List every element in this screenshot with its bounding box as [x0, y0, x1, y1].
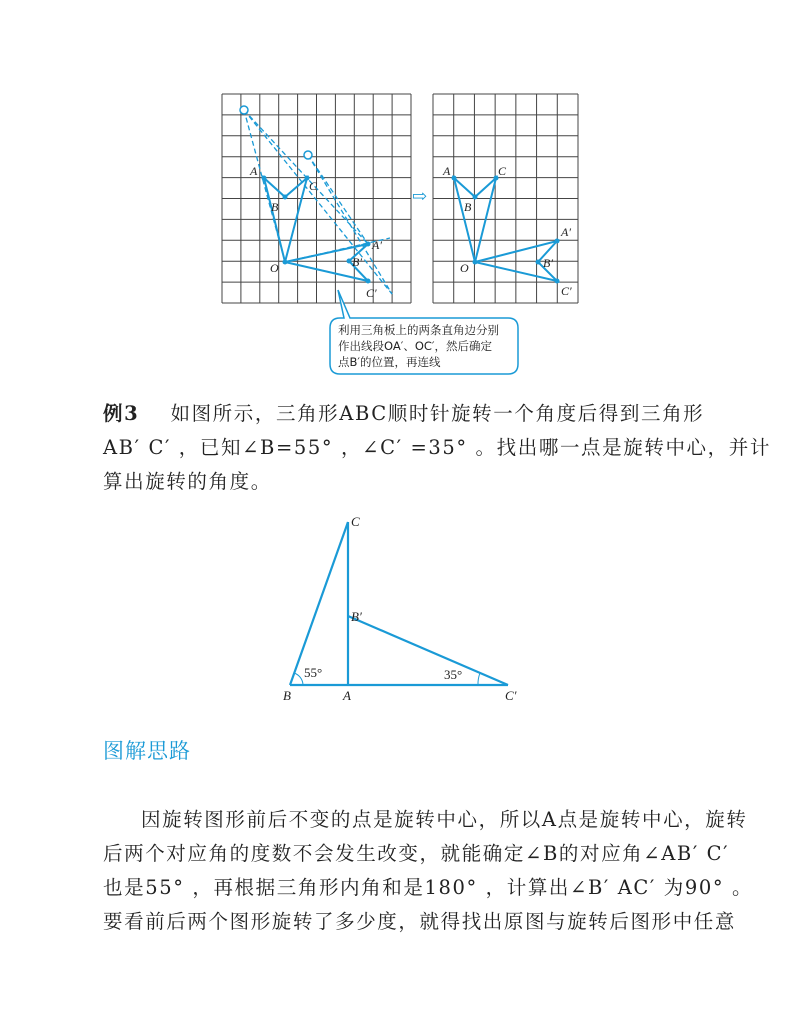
- angle-b-value: 55°: [304, 665, 323, 680]
- callout-line: 作出线段OA′、OC′，然后确定: [338, 339, 493, 353]
- right-grid: [433, 94, 578, 303]
- point-c-prime: [555, 279, 560, 284]
- callout-line: 利用三角板上的两条直角边分别: [338, 323, 499, 337]
- explanation-line: 也是55° ，再根据三角形内角和是180° ，计算出∠B′ AC′ 为90° 。: [103, 876, 754, 899]
- label-c: C: [498, 164, 507, 178]
- label-b-prime: B′: [352, 255, 362, 269]
- triangle-ruler-vertex: [304, 151, 312, 159]
- point-b: [283, 195, 288, 200]
- point-a: [262, 176, 267, 181]
- label-b: B: [271, 200, 279, 214]
- label-a: A: [250, 164, 258, 178]
- label-a: A: [343, 688, 351, 703]
- explanation-line: 后两个对应角的度数不会发生改变，就能确定∠B的对应角∠AB′ C′: [103, 842, 730, 865]
- triangle-ruler-vertex: [240, 106, 248, 114]
- example-3-text: [103, 397, 771, 499]
- example-line: 如图所示，三角形ABC顺时针旋转一个角度后得到三角形: [170, 402, 705, 425]
- construction-lines: [244, 110, 392, 294]
- grid-figure: [0, 0, 800, 390]
- label-c-prime: C′: [561, 284, 572, 298]
- explanation-line: 因旋转图形前后不变的点是旋转中心，所以A点是旋转中心，旋转: [141, 808, 748, 831]
- explanation-text: [103, 803, 754, 939]
- label-o: O: [460, 261, 469, 275]
- section-heading: 图解思路: [103, 739, 191, 763]
- example-line: AB′ C′ ，已知∠B=55° ，∠C′ =35° 。找出哪一点是旋转中心，并计: [103, 436, 771, 459]
- triangle-figure: [0, 500, 800, 710]
- left-grid: [222, 94, 411, 303]
- label-b: B: [464, 200, 472, 214]
- label-a-prime: A′: [561, 225, 571, 239]
- explanation-line: 要看前后两个图形旋转了多少度，就得找出原图与旋转后图形中任意: [103, 910, 737, 933]
- point-b-prime: [347, 259, 352, 264]
- callout-line: 点B′的位置，再连线: [338, 355, 441, 369]
- point-a-prime: [555, 239, 560, 244]
- angle-c-prime-value: 35°: [444, 667, 463, 682]
- label-c-prime: C′: [366, 286, 377, 300]
- label-c-prime: C′: [505, 688, 517, 703]
- label-o: O: [270, 261, 279, 275]
- point-c-prime: [366, 279, 371, 284]
- point-b: [473, 195, 478, 200]
- label-a-prime: A′: [372, 238, 382, 252]
- label-c: C: [351, 514, 360, 529]
- triangle-lines: [290, 522, 508, 685]
- arrow-right-icon: ⇨: [412, 186, 428, 206]
- point-a-prime: [366, 242, 371, 247]
- label-b: B: [283, 688, 291, 703]
- label-b-prime: B′: [543, 256, 553, 270]
- point-a: [452, 176, 457, 181]
- label-c: C: [309, 179, 318, 193]
- point-o: [283, 260, 288, 265]
- label-a: A: [443, 164, 451, 178]
- example-line: 算出旋转的角度。: [103, 470, 272, 493]
- label-b-prime: B′: [351, 609, 362, 624]
- example-label: 例3: [103, 402, 140, 425]
- point-b-prime: [536, 260, 541, 265]
- point-o: [473, 260, 478, 265]
- right-result-shape: [454, 178, 557, 281]
